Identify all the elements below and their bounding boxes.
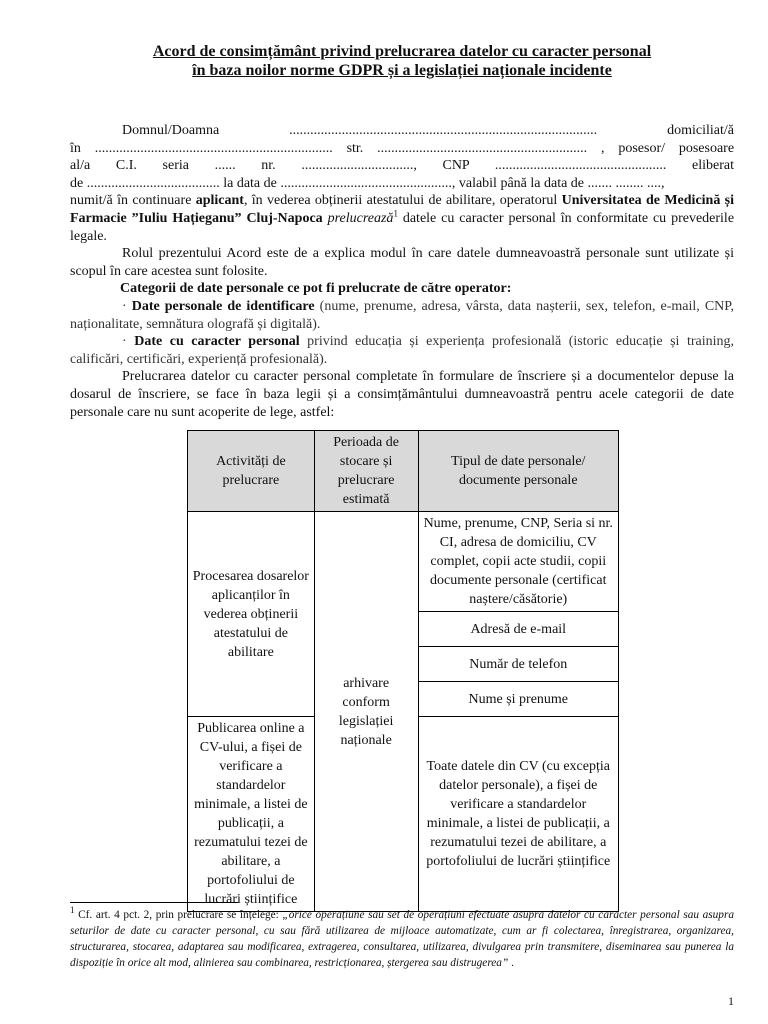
- applicant-term: aplicant: [195, 193, 244, 209]
- intro-text: domiciliat/ă: [667, 123, 734, 138]
- intro-paragraph-rest: [70, 192, 734, 245]
- activity-cell-processing: Procesarea dosarelor aplicanților în vederea obținerii atestatului de abilitare: [188, 512, 315, 717]
- footnote-mark: 1: [70, 905, 75, 916]
- header-data-types: Tipul de date personale/ documente personale: [418, 431, 618, 512]
- header-storage-period: Perioada de stocare și prelucrare estimată: [314, 431, 418, 512]
- data-type-cell: Nume, prenume, CNP, Seria si nr. CI, adresa de domiciliu, CV complet, copii acte studii, copii documente personale (certificat naștere/căsătorie): [418, 512, 618, 612]
- blank-street-field[interactable]: ............................................................: [377, 140, 588, 156]
- categories-heading: [70, 280, 734, 298]
- data-type-cell: Nume și prenume: [418, 682, 618, 717]
- blank-cnp-field[interactable]: .................................................: [494, 158, 667, 174]
- intro-text: al/a: [70, 158, 91, 174]
- title-line-1: Acord de consimțământ privind prelucrarea datelor cu caracter personal: [152, 43, 652, 60]
- blank-number-field[interactable]: ................................,: [301, 158, 417, 174]
- category-description: (nume, prenume, adresa, vârsta, data nașterii, sex, telefon, e-mail, CNP, naționalitate, semnătura olografă și digitală).: [70, 298, 735, 332]
- category-title: Date personale de identificare: [131, 298, 315, 314]
- data-type-cell: Adresă de e-mail: [418, 612, 618, 647]
- intro-text: , posesor/ posesoare: [601, 140, 735, 156]
- university-name: Universitatea de Medicină și Farmacie ”Iuliu Hațieganu” Cluj-Napoca: [70, 193, 734, 226]
- intro-text: str.: [346, 140, 364, 156]
- footnote-lead: Cf. art. 4 pct. 2, prin prelucrare se înțelege:: [78, 909, 279, 921]
- intro-text: eliberat: [692, 158, 734, 174]
- intro-text: C.I.: [115, 158, 137, 174]
- intro-text: Domnul/Doamna: [122, 123, 220, 138]
- categories-heading-text: Categorii de date personale ce pot fi prelucrate de către operator:: [120, 281, 512, 297]
- intro-line-1: [70, 122, 734, 140]
- category-item-education: [70, 333, 734, 368]
- category-description: privind educația și experiența profesională (istoric educație și training, calificări, certificări, experiență profesională).: [70, 334, 735, 367]
- intro-text: seria: [162, 158, 189, 174]
- category-item-identification: [70, 298, 734, 333]
- data-type-cell: Număr de telefon: [418, 647, 618, 682]
- intro-line-3: [70, 157, 734, 175]
- intro-text: , în vederea obținerii atestatului de abilitare, operatorul: [243, 193, 558, 209]
- footnote-end: .: [511, 957, 514, 969]
- data-type-cell: Toate datele din CV (cu excepția datelor personale), a fișei de verificare a standardelor minimale, a listei de publicații, a rezumatului tezei de abilitare, a portofoliului de lucrări științifice: [418, 717, 618, 912]
- processes-term: prelucrează: [327, 210, 394, 226]
- processing-paragraph: Prelucrarea datelor cu caracter personal completate în formulare de înscriere și a documentelor depuse la dosarul de înscriere, se face în baza legii și a consimțământului dumneavoastră pentru acele categorii de date personale care nu sunt acoperite de lege, astfel:: [70, 369, 734, 420]
- blank-series-field[interactable]: ......: [214, 158, 236, 174]
- document-title: [70, 42, 734, 80]
- blank-issued-fields[interactable]: de ...................................... la data de ................................................., valabil până la data de ....... ........ ....,: [70, 175, 665, 191]
- table-header-row: [188, 431, 619, 512]
- storage-period-cell: arhivare conform legislației naționale: [314, 512, 418, 912]
- blank-locality-field[interactable]: ....................................................................: [94, 140, 333, 156]
- footnote: [70, 907, 734, 971]
- title-line-2: în baza noilor norme GDPR și a legislației naționale incidente: [192, 62, 612, 79]
- intro-text: datele cu caracter personal în conformitate cu prevederile legale.: [70, 210, 735, 244]
- blank-name-field[interactable]: ........................................................................................: [289, 123, 598, 138]
- activity-cell-publication: Publicarea online a CV-ului, a fișei de verificare a standardelor minimale, a listei de publicații, a rezumatului tezei de abilitare, a portofoliului de lucrări științifice: [188, 717, 315, 912]
- processing-table: [187, 430, 619, 912]
- category-title: Date cu caracter personal: [134, 334, 300, 350]
- intro-line-4: [70, 175, 734, 193]
- bullet-icon: ·: [122, 298, 127, 314]
- intro-line-2: [70, 140, 734, 158]
- footnote-quote: „orice operațiune sau set de operațiuni efectuate asupra datelor cu caracter personal sau asupra seturilor de date cu caracter personal, cu sau fără utilizarea de mijloace automatizate, cum ar fi colectarea, înregistrarea, organizarea, structurarea, stocarea, adaptarea sau modificarea, extragerea, consultarea, utilizarea, divulgarea prin transmitere, diseminarea sau punerea la dispoziție în orice alt mod, alinierea sau combinarea, restricționarea, ștergerea sau distrugerea”: [70, 909, 735, 969]
- intro-text: CNP: [442, 158, 470, 174]
- bullet-icon: ·: [122, 334, 127, 350]
- page-number: 1: [728, 994, 734, 1008]
- purpose-paragraph: Rolul prezentului Acord este de a explica modul în care datele dumneavoastră personale sunt utilizate și scopul în care acestea sunt folosite.: [70, 246, 734, 279]
- header-activities: Activități de prelucrare: [188, 431, 315, 512]
- document-body: [70, 122, 734, 421]
- intro-text: în: [70, 140, 81, 156]
- table-row: [188, 512, 619, 612]
- footnote-reference[interactable]: 1: [393, 208, 398, 219]
- intro-text: numit/ă în continuare: [70, 193, 192, 209]
- intro-text: nr.: [261, 158, 276, 174]
- footnote-divider: [70, 902, 238, 903]
